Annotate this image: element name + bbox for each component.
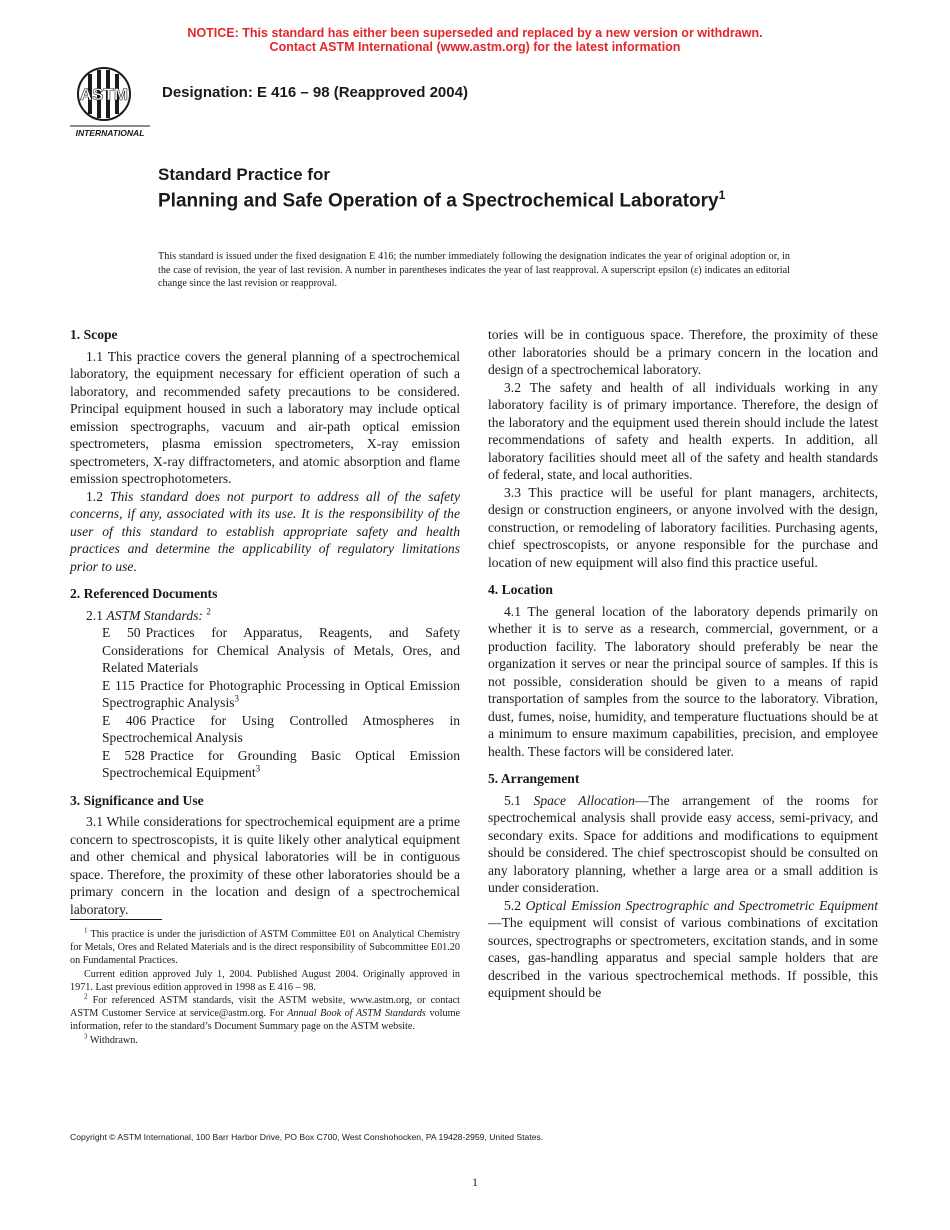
para-1-2-text: This standard does not purport to address all of the safety concerns, if any, associated with its use. It is the responsibility of the user of this standard to establish appropriate safety and health practices and determine the applicability of regulatory limitations prior to use. bbox=[70, 488, 460, 574]
footnote-2-mark: 2 bbox=[84, 992, 88, 1001]
reference-item bbox=[70, 624, 460, 677]
footnote-2-text-b: volume information, refer to the standard’s Document Summary page on the ASTM website. bbox=[70, 1008, 461, 1033]
footnote-2-italic: Annual Book of ASTM Standards bbox=[287, 1008, 426, 1020]
footnote-1 bbox=[70, 928, 460, 968]
heading-referenced-documents: 2. Referenced Documents bbox=[70, 586, 218, 601]
footnote-2 bbox=[70, 994, 460, 1034]
title-line-1: Standard Practice for bbox=[158, 165, 330, 184]
refsub-mark[interactable]: 2 bbox=[206, 605, 211, 616]
reference-item bbox=[70, 712, 460, 747]
title-footnote-mark[interactable]: 1 bbox=[718, 188, 726, 202]
designation: Designation: E 416 – 98 (Reapproved 2004) bbox=[162, 84, 468, 101]
para-3-1: 3.1 While considerations for spectrochemical equipment are a prime concern to spectroscopists, it is quite likely other analytical equipment and other chemical and physical laboratories will be in contiguous space. Therefore, the proximity of these other laboratories should be a primary concern in the location and design of a spectrochemical laboratory. bbox=[70, 814, 460, 917]
logo-subtitle: INTERNATIONAL bbox=[75, 128, 145, 138]
left-column bbox=[70, 326, 461, 917]
ref-text: Practice for Using Controlled Atmospheres in Spectrochemical Analysis bbox=[102, 712, 461, 745]
refsub-num: 2.1 bbox=[86, 607, 103, 623]
para-3-1-continued: tories will be in contiguous space. Therefore, the proximity of these other laboratories should be a primary concern in the location and design of a spectrochemical laboratory. bbox=[488, 327, 878, 377]
heading-arrangement: 5. Arrangement bbox=[488, 771, 580, 786]
para-3-3: 3.3 This practice will be useful for plant managers, architects, design or construction engineers, or anyone involved with the design, construction, or remodeling of laboratory facilities. Purchasing agents, chief spectroscopists, or anyone responsible for the purchase and location of new equipment will also find this practice useful. bbox=[488, 484, 878, 570]
notice-line-2: Contact ASTM International (www.astm.org) for the latest information bbox=[269, 40, 681, 54]
para-5-1-text: —The arrangement of the rooms for spectrochemical analysis shall provide easy access, semi-privacy, and secondary exits. Space for additions and modifications to equipment should be considered. The chief spectroscopist should be consulted on any laboratory planning, whether a large area or a small addition is under consideration. bbox=[488, 792, 878, 895]
issued-statement: This standard is issued under the fixed designation E 416; the number immediately following the designation indicates the year of original adoption or, in the case of revision, the year of last revision. A number in parentheses indicates the year of last reapproval. A superscript epsilon (ε) indicates an editorial change since the last revision or reapproval. bbox=[158, 251, 790, 289]
astm-logo-icon bbox=[70, 66, 150, 140]
para-1-1: 1.1 This practice covers the general planning of a spectrochemical laboratory, the equipment necessary for efficient operation of such a laboratory, and recommended safety precautions to be considered. Principal equipment housed in such a laboratory may include optical emission spectrographs, vacuum and air-path optical emission spectrometers, plasma emission spectrometers, X-ray emission spectrometers, X-ray diffractometers, and atomic absorption and flame emission spectrophotometers. bbox=[70, 348, 460, 486]
ref-text: Practice for Grounding Basic Optical Emission Spectrochemical Equipment bbox=[102, 747, 460, 780]
para-5-2-term: Optical Emission Spectrographic and Spectrometric Equipment bbox=[525, 897, 878, 913]
notice-line-1: NOTICE: This standard has either been superseded and replaced by a new version or withdrawn. bbox=[187, 26, 763, 40]
para-5-2-text: —The equipment will consist of various combinations of excitation sources, spectrographs or spectrometers, excitation stands, and in some cases, gas-handling apparatus and special sample holders that are described in the various spectrochemical methods. If possible, this equipment should be bbox=[488, 915, 878, 1000]
ref-text: Practices for Apparatus, Reagents, and Safety Considerations for Chemical Analysis of Metals, Ores, and Related Materials bbox=[102, 625, 460, 675]
footnote-2-text-a: For referenced ASTM standards, visit the ASTM website, www.astm.org, or contact ASTM Customer Service at service@astm.org. For bbox=[70, 995, 460, 1020]
heading-scope: 1. Scope bbox=[70, 327, 118, 342]
notice-banner bbox=[0, 26, 950, 54]
para-4-1: 4.1 The general location of the laboratory depends primarily on whether it is to serve as a research, commercial, government, or a production facility. The laboratory should preferably be near the organization it serves or near the principal source of samples. If this is not possible, consideration should be given to a means of rapid transportation of samples from the source to the laboratory. Vibration, dust, fumes, noise, humidity, and temperature fluctuations should be at a minimum to ensure maximum capabilities, precision, and employee health. These factors will be considered later. bbox=[488, 603, 878, 759]
document-title bbox=[158, 164, 778, 211]
logo-wordmark: ASTM bbox=[79, 85, 129, 104]
para-5-1-term: Space Allocation bbox=[533, 792, 635, 808]
footnote-3-mark: 3 bbox=[84, 1032, 88, 1041]
footnote-3 bbox=[70, 1034, 460, 1047]
ref-code[interactable]: E 528 bbox=[102, 747, 145, 763]
ref-text: Practice for Photographic Processing in Optical Emission Spectrographic Analysis bbox=[102, 677, 460, 710]
ref-footnote-mark[interactable]: 3 bbox=[234, 693, 240, 704]
ref-code[interactable]: E 50 bbox=[102, 625, 141, 640]
heading-location: 4. Location bbox=[488, 582, 553, 597]
astm-standards-subheading bbox=[70, 607, 460, 625]
footnote-1-edition: Current edition approved July 1, 2004. Published August 2004. Originally approved in 1971. Last previous edition approved in 1998 as E 416 – 98. bbox=[70, 968, 460, 993]
ref-code[interactable]: E 115 bbox=[102, 677, 135, 693]
astm-logo bbox=[70, 66, 150, 140]
page-number: 1 bbox=[472, 1175, 478, 1189]
ref-code[interactable]: E 406 bbox=[102, 712, 147, 728]
footnote-rule bbox=[70, 919, 162, 920]
para-5-2 bbox=[488, 897, 878, 1002]
footnote-3-text: Withdrawn. bbox=[89, 1034, 138, 1046]
footnotes bbox=[70, 928, 460, 1047]
reference-item bbox=[70, 677, 460, 712]
refsub-label: ASTM Standards: bbox=[106, 607, 203, 623]
para-5-2-num: 5.2 bbox=[504, 897, 521, 913]
para-5-1 bbox=[488, 792, 878, 897]
para-1-2-num: 1.2 bbox=[86, 488, 103, 504]
para-5-1-num: 5.1 bbox=[504, 792, 521, 808]
title-line-2: Planning and Safe Operation of a Spectrochemical Laboratory bbox=[158, 190, 719, 212]
footnote-1-mark: 1 bbox=[84, 926, 88, 935]
para-1-2 bbox=[70, 488, 460, 576]
reference-item bbox=[70, 747, 460, 782]
footnote-1-text: This practice is under the jurisdiction of ASTM Committee E01 on Analytical Chemistry for Metals, Ores and Related Materials and is the direct responsibility of Subcommittee E01.20 on Fundamental Practices. bbox=[70, 929, 460, 967]
para-3-2: 3.2 The safety and health of all individuals working in any laboratory facility is of primary importance. Therefore, the design of the laboratory and the equipment used therein should include the latest recommendations of safety and health experts. In addition, all laboratory facilities should meet all of the safety and health standards of federal, state, and local authorities. bbox=[488, 379, 878, 482]
copyright-line: Copyright © ASTM International, 100 Barr Harbor Drive, PO Box C700, West Conshohocken, PA 19428-2959, United States. bbox=[70, 1132, 544, 1142]
heading-significance: 3. Significance and Use bbox=[70, 792, 204, 808]
right-column bbox=[488, 326, 878, 1002]
ref-footnote-mark[interactable]: 3 bbox=[255, 763, 261, 774]
